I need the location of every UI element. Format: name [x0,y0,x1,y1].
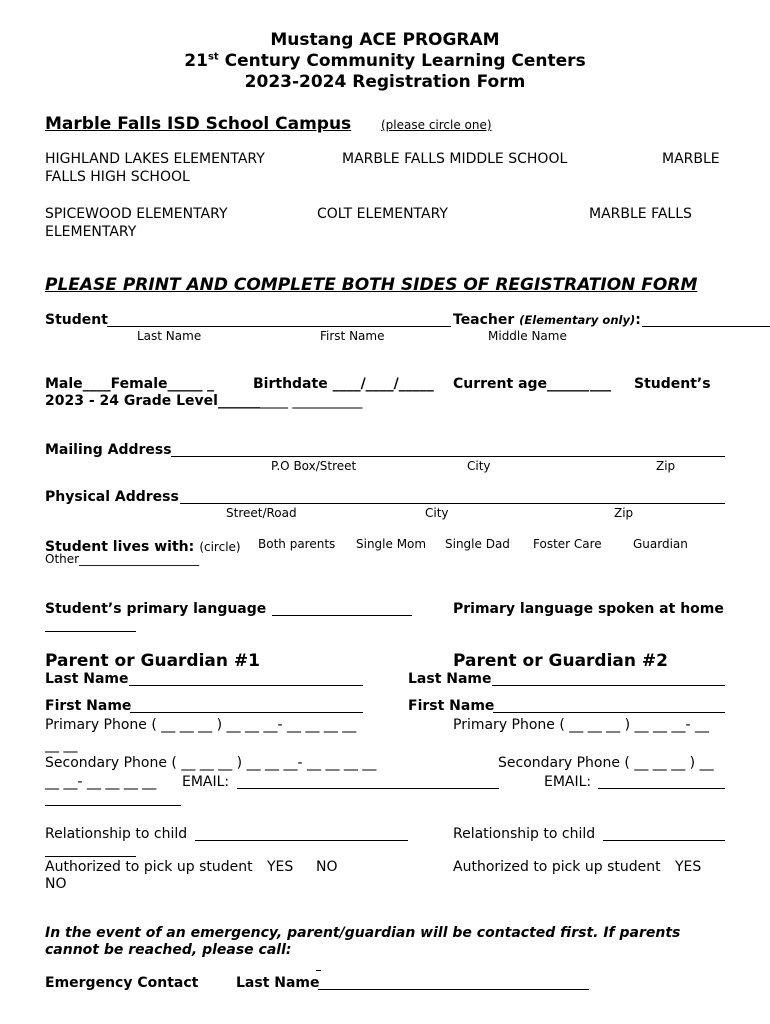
emergency-last-name-label: Last Name [236,975,320,991]
campus-option-colt[interactable]: COLT ELEMENTARY [317,206,448,222]
primary-language-label: Student’s primary language [45,601,267,617]
emergency-stray-mark [316,970,321,971]
lives-with-circle-note: (circle) [199,540,241,554]
form-title-program: Mustang ACE PROGRAM [270,30,500,50]
emergency-note-line1: In the event of an emergency, parent/guardian will be contacted first. If parents [45,925,681,941]
emergency-last-name-field[interactable] [318,989,589,990]
parent2-authorized-yes[interactable]: YES [675,859,702,875]
parent1-primary-phone[interactable]: Primary Phone ( __ __ __ ) __ __ __- __ __ __ __ [45,717,357,733]
lives-with-guardian[interactable]: Guardian [633,537,688,551]
campus-option-mf-high[interactable]: MARBLE [662,151,720,167]
parent1-secondary-phone-wrap[interactable]: __ __- __ __ __ __ [45,774,157,790]
parent2-relationship-field-wrap[interactable] [45,856,136,857]
grade-level-field[interactable]: 2023 - 24 Grade Level__________ __________ [45,393,363,409]
parent1-authorized-label: Authorized to pick up student [45,859,253,875]
lives-with-single-mom[interactable]: Single Mom [356,537,427,551]
campus-option-mf-elementary-wrap[interactable]: ELEMENTARY [45,224,137,240]
form-title-centers: 21st Century Community Learning Centers [184,51,586,71]
campus-note: (please circle one) [381,118,492,132]
home-language-field[interactable] [45,631,136,632]
lives-with-other[interactable]: Other____________________ [45,552,200,566]
parent2-authorized-no[interactable]: NO [45,876,67,892]
parent1-secondary-phone[interactable]: Secondary Phone ( __ __ __ ) __ __ __- __ __ __ __ [45,755,377,771]
campus-option-mf-middle[interactable]: MARBLE FALLS MIDDLE SCHOOL [342,151,568,167]
parent2-email-field-wrap[interactable] [45,805,181,806]
mailing-address-label: Mailing Address [45,442,172,458]
primary-language-field[interactable] [272,615,412,616]
parent1-authorized-no[interactable]: NO [316,859,338,875]
parent1-relationship-field[interactable] [195,840,408,841]
emergency-note-line2: cannot be reached, please call: [45,942,292,958]
physical-sub-city: City [425,506,449,520]
campus-heading: Marble Falls ISD School Campus [45,114,352,134]
current-age-field[interactable]: Current age______ [453,376,590,392]
parent1-authorized-yes[interactable]: YES [267,859,294,875]
current-age-field-tail[interactable]: ___ [590,376,611,392]
parent2-primary-phone[interactable]: Primary Phone ( __ __ __ ) __ __ __- __ [453,717,709,733]
parent1-primary-phone-wrap[interactable]: __ __ [45,737,78,753]
campus-option-spicewood[interactable]: SPICEWOOD ELEMENTARY [45,206,228,222]
lives-with-both-parents[interactable]: Both parents [258,537,336,551]
teacher-label: Teacher (Elementary only): [453,312,641,328]
parent1-first-name-field[interactable] [130,712,363,713]
physical-sub-street: Street/Road [226,506,297,520]
parent1-last-name-field[interactable] [129,685,363,686]
gender-field-tail[interactable]: _ [207,376,214,392]
physical-sub-zip: Zip [614,506,634,520]
student-label: Student [45,312,108,328]
mailing-sub-street: P.O Box/Street [271,459,357,473]
lives-with-foster-care[interactable]: Foster Care [533,537,602,551]
parent2-last-name-label: Last Name [408,671,492,687]
grade-level-label: Student’s [634,376,711,392]
parent2-first-name-field[interactable] [493,712,725,713]
lives-with-single-dad[interactable]: Single Dad [445,537,510,551]
sub-middle-name: Middle Name [488,329,567,343]
parent2-email-field[interactable] [598,788,725,789]
home-language-label: Primary language spoken at home [453,601,724,617]
parent1-last-name-label: Last Name [45,671,129,687]
mailing-sub-zip: Zip [656,459,676,473]
campus-option-mf-high-wrap[interactable]: FALLS HIGH SCHOOL [45,169,190,185]
mailing-address-field[interactable] [171,456,725,457]
sub-first-name: First Name [320,329,385,343]
birthdate-field[interactable]: Birthdate ____/____/_____ [253,376,434,392]
sub-last-name: Last Name [137,329,202,343]
parent2-first-name-label: First Name [408,698,495,714]
emergency-contact-label: Emergency Contact [45,975,199,991]
teacher-field[interactable] [642,326,770,327]
physical-address-field[interactable] [180,503,725,504]
parent2-email-label: EMAIL: [544,774,592,790]
parent1-heading: Parent or Guardian #1 [45,651,260,671]
parent1-email-field[interactable] [237,788,499,789]
campus-option-mf-elementary[interactable]: MARBLE FALLS [589,206,692,222]
lives-with-label: Student lives with: [45,539,195,555]
physical-address-label: Physical Address [45,489,179,505]
parent2-heading: Parent or Guardian #2 [453,651,668,671]
parent2-secondary-phone[interactable]: Secondary Phone ( __ __ __ ) __ [498,755,714,771]
mailing-sub-city: City [467,459,491,473]
print-instruction: PLEASE PRINT AND COMPLETE BOTH SIDES OF REGISTRATION FORM [45,275,698,295]
parent1-first-name-label: First Name [45,698,132,714]
parent1-email-label: EMAIL: [182,774,230,790]
parent2-last-name-field[interactable] [492,685,725,686]
parent1-relationship-label: Relationship to child [45,826,188,842]
gender-field[interactable]: Male____Female_____ [45,376,203,392]
student-name-field[interactable] [107,326,451,327]
campus-option-highland-lakes[interactable]: HIGHLAND LAKES ELEMENTARY [45,151,265,167]
form-title-registration: 2023-2024 Registration Form [244,72,526,92]
parent2-relationship-field[interactable] [603,840,725,841]
parent2-authorized-label: Authorized to pick up student [453,859,661,875]
parent2-relationship-label: Relationship to child [453,826,596,842]
